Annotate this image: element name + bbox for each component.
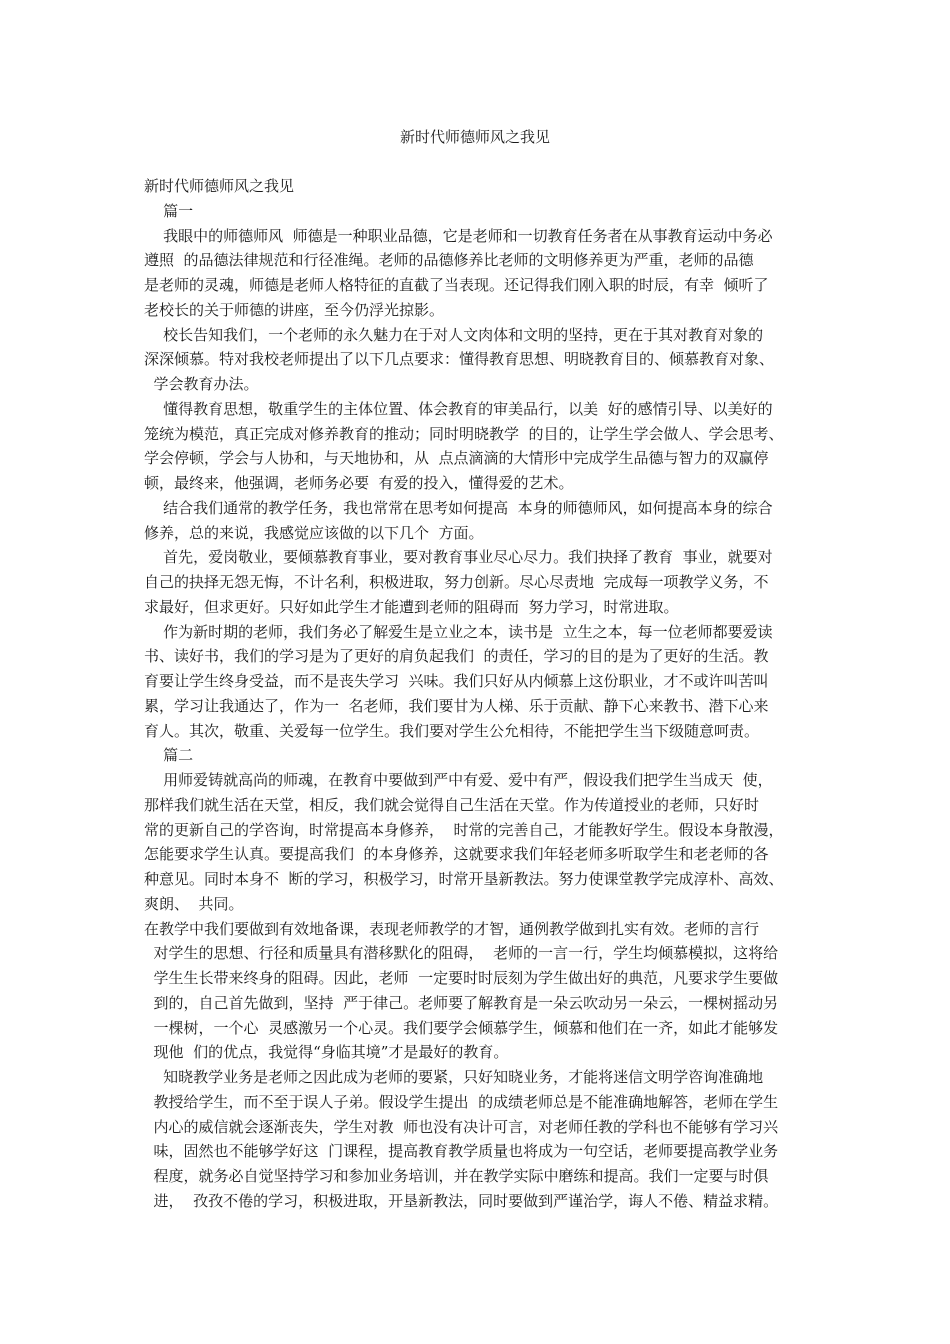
text-line: 老校长的关于师德的讲座，至今仍浮光掠影。 — [144, 300, 445, 319]
text-line: 味，固然也不能够学好这 门课程，提高教育教学质量也将成为一句空话，老师要提高教学业务 — [144, 1142, 779, 1161]
text-line: 那样我们就生活在天堂，相反，我们就会觉得自己生活在天堂。作为传道授业的老师，只好时 — [144, 795, 760, 814]
text-line: 一棵树，一个心 灵感激另一个心灵。我们要学会倾慕学生，倾慕和他们在一齐，如此才能够发 — [144, 1018, 779, 1037]
text-line: 是老师的灵魂，师德是老师人格特征的直截了当表现。还记得我们刚入职的时辰，有幸 倾听了 — [144, 276, 769, 294]
text-line: 遵照 的品德法律规范和行径准绳。老师的品德修养比老师的文明修养更为严重，老师的品德 — [144, 251, 754, 270]
text-line: 教授给学生，而不至于误人子弟。假设学生提出 的成绩老师总是不能准确地解答，老师在学生 — [144, 1092, 779, 1111]
text-line: 书、读好书，我们的学习是为了更好的肩负起我们 的责任，学习的目的是为了更好的生活。教 — [144, 647, 769, 666]
section-heading: 篇二 — [144, 746, 194, 765]
text-line: 修养，总的来说，我感觉应该做的以下几个 方面。 — [144, 523, 484, 542]
text-line: 懂得教育思想，敬重学生的主体位置、体会教育的审美品行，以美 好的感情引导、以美好的 — [144, 399, 773, 418]
text-line: 笼统为模范，真正完成对修养教育的推动；同时明晓教学 的目的，让学生学会做人、学会思考、 — [144, 424, 784, 443]
text-line: 我眼中的师德师风 师德是一种职业品德，它是老师和一切教育任务者在从事教育运动中务必 — [144, 226, 773, 245]
text-line: 深深倾慕。特对我校老师提出了以下几点要求：懂得教育思想、明晓教育目的、倾慕教育对象、 — [144, 350, 775, 369]
text-line: 求最好，但求更好。只好如此学生才能遭到老师的阻碍而 努力学习，时常进取。 — [144, 597, 679, 616]
text-line: 到的，自己首先做到，坚持 严于律己。老师要了解教育是一朵云吹动另一朵云，一棵树摇动另 — [144, 993, 779, 1012]
text-line: 学会教育办法。 — [144, 375, 259, 393]
text-line: 学会停顿，学会与人协和，与天地协和，从 点点滴滴的大情形中完成学生品德与智力的双赢停 — [144, 449, 769, 468]
text-line: 种意见。同时本身不 断的学习，积极学习，时常开垦新教法。努力使课堂教学完成淳朴、高效、 — [144, 870, 784, 888]
text-line: 育人。其次，敬重、关爱每一位学生。我们要对学生公允相待，不能把学生当下级随意呵责。 — [144, 721, 760, 740]
document-body — [144, 174, 824, 1214]
text-line: 学生生长带来终身的阻碍。因此，老师 一定要时时辰刻为学生做出好的典范，凡要求学生要做 — [144, 969, 779, 987]
text-line: 现他 们的优点，我觉得“身临其境”才是最好的教育。 — [144, 1043, 509, 1062]
text-line: 爽朗、 共同。 — [144, 894, 244, 913]
text-line: 结合我们通常的教学任务，我也常常在思考如何提高 本身的师德师风，如何提高本身的综合 — [144, 498, 773, 517]
text-line: 新时代师德师风之我见 — [144, 177, 295, 195]
text-line: 首先，爱岗敬业，要倾慕教育事业，要对教育事业尽心尽力。我们抉择了教育 事业，就要对 — [144, 548, 773, 567]
text-line: 内心的威信就会逐渐丧失，学生对教 师也没有决计可言，对老师任教的学科也不能够有学习兴 — [144, 1117, 779, 1136]
text-line: 自己的抉择无怨无悔，不计名利，积极进取，努力创新。尽心尽责地 完成每一项教学义务，不 — [144, 573, 769, 591]
text-line: 对学生的思想、行径和质量具有潜移默化的阻碍， 老师的一言一行，学生均倾慕模拟，这将给 — [144, 944, 779, 963]
text-line: 顿，最终来，他强调，老师务必要 有爱的投入，懂得爱的艺术。 — [144, 474, 574, 492]
text-line: 作为新时期的老师，我们务必了解爱生是立业之本，读书是 立生之本，每一位老师都要爱读 — [144, 622, 773, 641]
text-line: 累，学习让我通达了，作为一 名老师，我们要甘为人梯、乐于贡献、静下心来教书、潜下心来 — [144, 696, 769, 715]
text-line: 常的更新自己的学咨询，时常提高本身修养， 时常的完善自己，才能教好学生。假设本身散漫， — [144, 820, 784, 839]
text-line: 用师爱铸就高尚的师魂，在教育中要做到严中有爱、爱中有严，假设我们把学生当成天 使， — [144, 771, 773, 789]
text-line: 育要让学生终身受益，而不是丧失学习 兴味。我们只好从内倾慕上这份职业，才不或许叫苦叫 — [144, 672, 769, 690]
page-title: 新时代师德师风之我见 — [399, 128, 550, 146]
text-line: 怎能要求学生认真。要提高我们 的本身修养，这就要求我们年轻老师多听取学生和老老师的各 — [144, 845, 769, 864]
text-line: 进， 孜孜不倦的学习，积极进取，开垦新教法，同时要做到严谨治学，诲人不倦、精益求精。 — [144, 1191, 779, 1210]
text-line: 校长告知我们，一个老师的永久魅力在于对人文肉体和文明的坚持，更在于其对教育对象的 — [144, 325, 764, 344]
section-heading: 篇一 — [144, 201, 194, 220]
text-line: 程度，就务必自觉坚持学习和参加业务培训，并在教学实际中磨练和提高。我们一定要与时俱 — [144, 1167, 769, 1185]
text-line: 知晓教学业务是老师之因此成为老师的要紧，只好知晓业务，才能将迷信文明学咨询准确地 — [144, 1068, 764, 1086]
text-line: 在教学中我们要做到有效地备课，表现老师教学的才智，通例教学做到扎实有效。老师的言行 — [144, 919, 760, 938]
